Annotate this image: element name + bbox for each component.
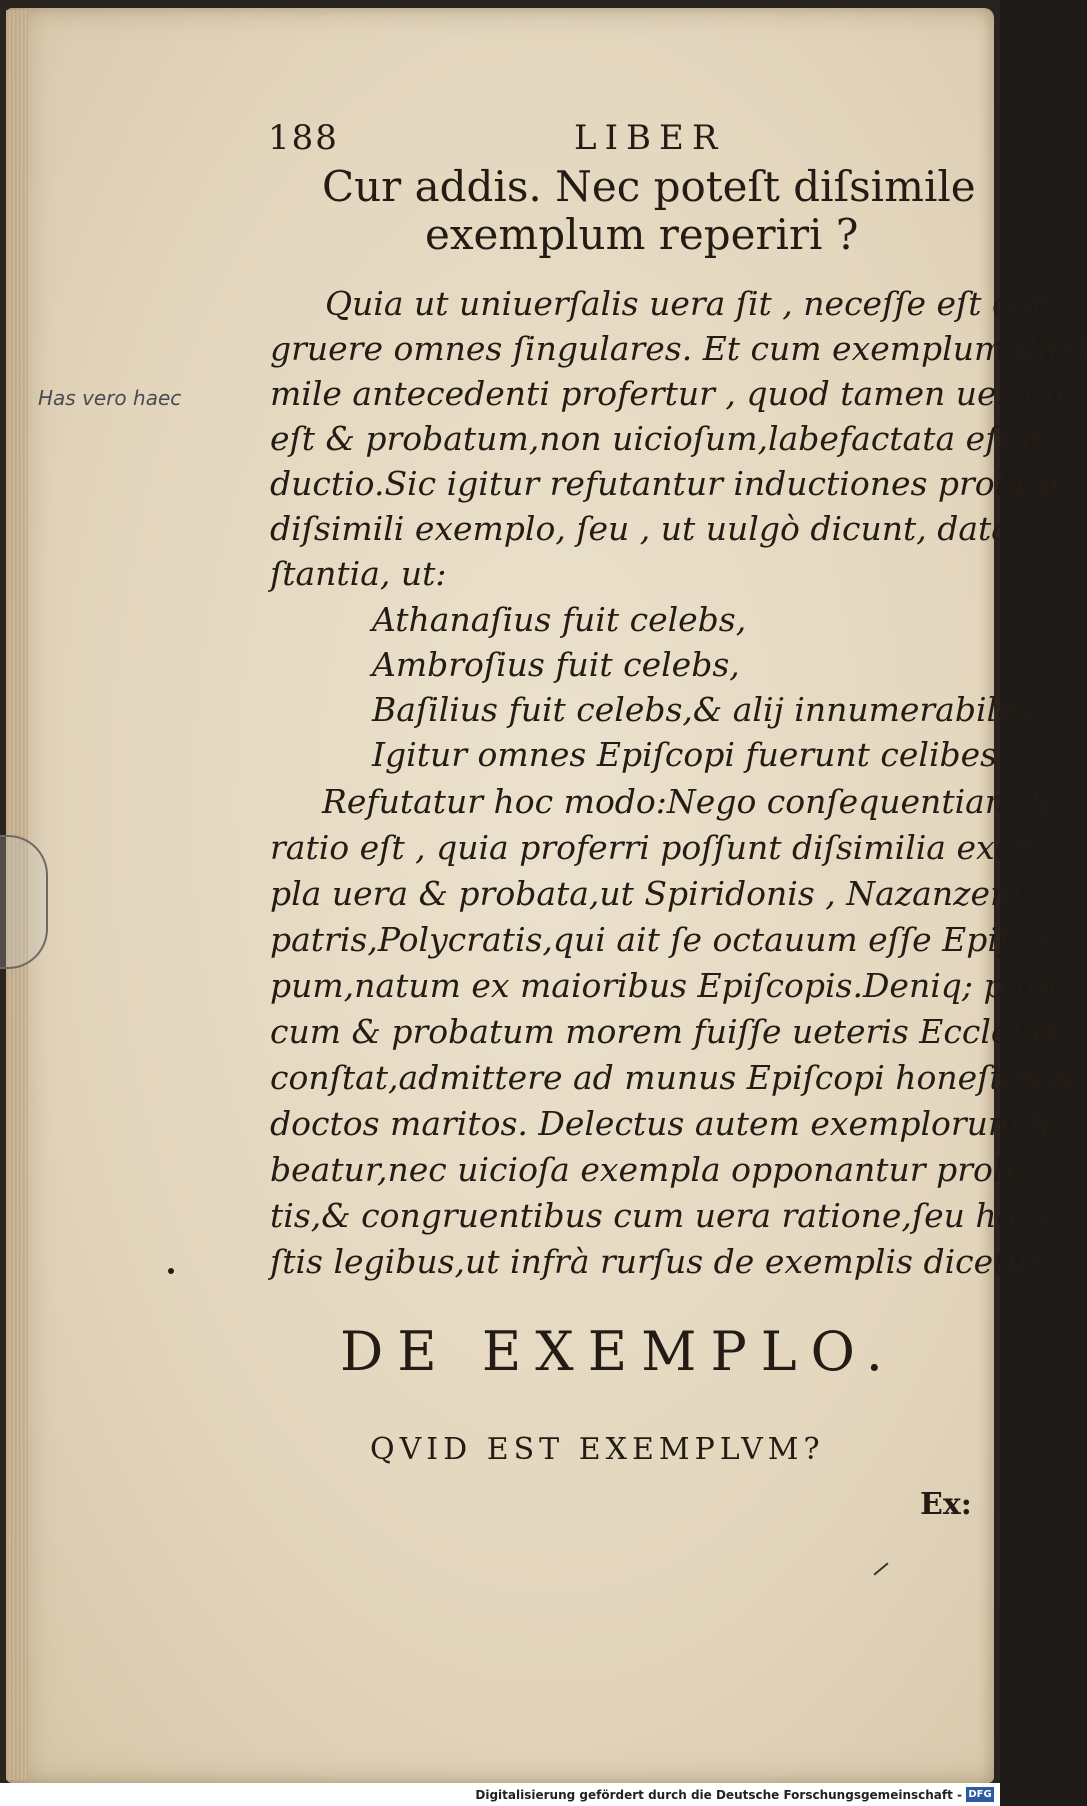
- verse-line: Ambroſius fuit celebs,: [372, 645, 740, 684]
- verse-line: Athanaſius fuit celebs,: [372, 600, 747, 639]
- footer-credit: Digitalisierung gefördert durch die Deutsche Forschungsgemeinschaft -: [475, 1788, 962, 1802]
- page-number: 188: [268, 118, 339, 158]
- page-clip: [0, 835, 48, 969]
- body-line: pla uera & probata,ut Spiridonis , Nazanzeni: [270, 874, 1022, 913]
- body-line: patris,Polycratis,qui ait ſe octauum eſſe Epiſco-: [270, 920, 1060, 959]
- subheading: QVID EST EXEMPLVM?: [370, 1432, 825, 1467]
- body-line: ſtis legibus,ut infrà rurſus de exemplis dicetur.: [270, 1242, 1051, 1281]
- body-line: conſtat,admittere ad munus Epiſcopi honeſtos &: [270, 1058, 1080, 1097]
- body-line: mile antecedenti profertur , quod tamen uerum: [270, 374, 1065, 413]
- section-heading: DE EXEMPLO.: [340, 1320, 897, 1383]
- question-line-2: exemplum reperiri ?: [425, 210, 859, 259]
- body-line: cum & probatum morem fuiſſe ueteris Eccleſiæ: [270, 1012, 1065, 1051]
- catchword: Ex:: [920, 1487, 972, 1522]
- dfg-logo: DFG: [966, 1787, 994, 1802]
- body-line: tis,& congruentibus cum uera ratione,ſeu hone-: [270, 1196, 1069, 1235]
- body-line: eſt & probatum,non uicioſum,labefactata eſt in: [270, 419, 1053, 458]
- body-line: ratio eſt , quia proferri poſſunt diſsimilia exem-: [270, 828, 1057, 867]
- body-line: ductio.Sic igitur refutantur inductiones prolato: [270, 464, 1059, 503]
- question-line-1: Cur addis. Nec poteſt diſsimile: [322, 162, 976, 211]
- body-line: doctos maritos. Delectus autem exemplorum ha-: [270, 1104, 1082, 1143]
- running-head: LIBER: [574, 118, 726, 158]
- ink-dot: [168, 1268, 174, 1274]
- body-line: diſsimili exemplo, ſeu , ut uulgò dicunt, data in-: [270, 509, 1065, 548]
- marginal-annotation: Has vero haec: [38, 386, 182, 410]
- verse-line: Igitur omnes Epiſcopi fuerunt celibes.: [372, 735, 1008, 774]
- body-line: Quia ut uniuerſalis uera ſit , neceſſe eſt con-: [325, 284, 1063, 323]
- body-line: gruere omnes ſingulares. Et cum exemplum diſsi: [270, 329, 1087, 368]
- verse-line: Baſilius fuit celebs,& alij innumerabiles,: [372, 690, 1045, 729]
- body-line: pum,natum ex maioribus Epiſcopis.Deniq; publi: [270, 966, 1069, 1005]
- body-line: beatur,nec uicioſa exempla opponantur proba-: [270, 1150, 1045, 1189]
- body-line: ſtantia, ut:: [270, 554, 447, 593]
- body-line: Refutatur hoc modo:Nego conſequentiam,&: [322, 782, 1056, 821]
